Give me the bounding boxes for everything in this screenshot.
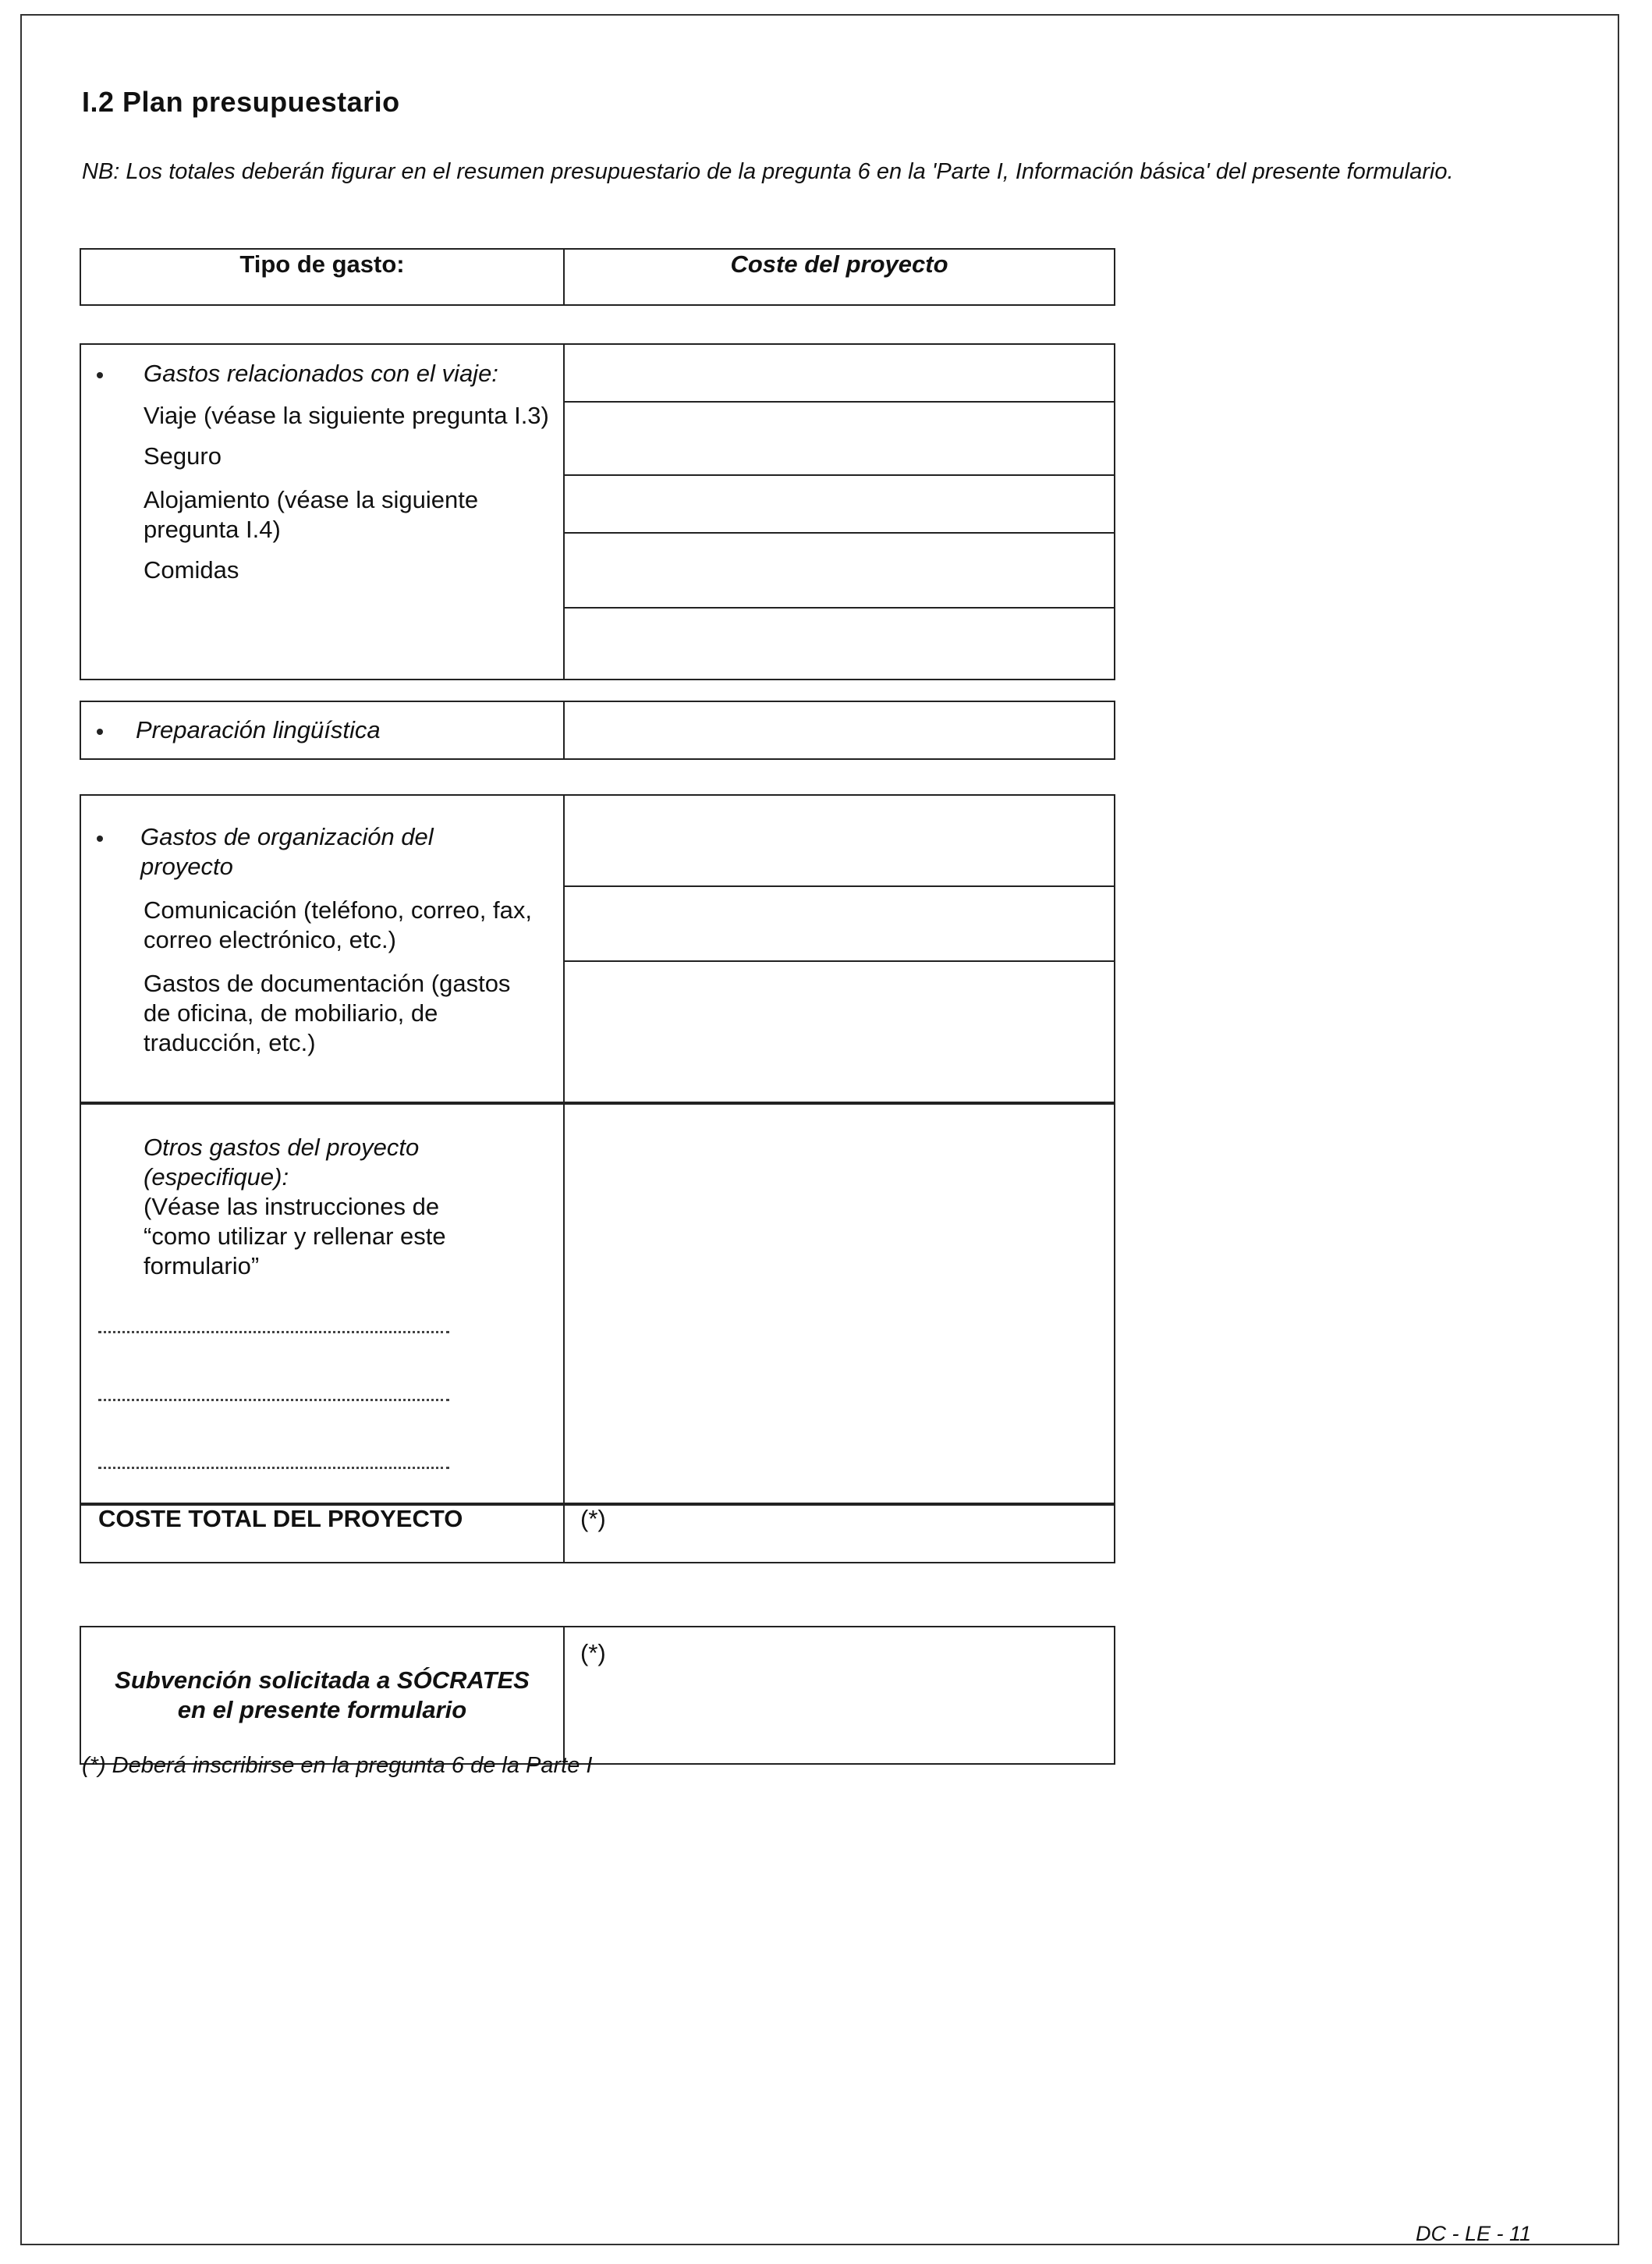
travel-labels — [80, 344, 564, 680]
header-expense-type: Tipo de gasto: — [80, 249, 564, 305]
cost-cell-trip[interactable] — [565, 403, 1114, 476]
travel-item: Alojamiento (véase la siguiente pregunta I.4) — [144, 486, 479, 543]
subsidy-value[interactable]: (*) — [564, 1627, 1115, 1764]
organization-table — [80, 794, 1115, 1103]
total-label: COSTE TOTAL DEL PROYECTO — [80, 1503, 564, 1563]
header-table — [80, 248, 1115, 306]
other-costs-heading: Otros gastos del proyecto (especifique): — [144, 1134, 420, 1191]
cost-cell-documentation[interactable] — [565, 962, 1114, 1102]
subsidy-table — [80, 1626, 1115, 1765]
language-heading: Preparación lingüística — [81, 715, 563, 745]
language-table — [80, 701, 1115, 760]
organization-heading: Gastos de organización del proyecto — [81, 822, 499, 882]
specify-line-3[interactable] — [98, 1432, 449, 1469]
cost-cell-meals[interactable] — [565, 609, 1114, 679]
cost-cell-accommodation[interactable] — [565, 534, 1114, 609]
cost-cell-communication[interactable] — [565, 887, 1114, 962]
organization-cost-cells — [564, 795, 1115, 1102]
language-label-cell — [80, 701, 564, 759]
other-costs-instructions: (Véase las instrucciones de “como utilizar y rellenar este formulario” — [144, 1193, 446, 1279]
specify-line-2[interactable] — [98, 1364, 449, 1401]
other-costs-table — [80, 1103, 1115, 1506]
instruction-note: NB: Los totales deberán figurar en el resumen presupuestario de la pregunta 6 en la 'Parte I, Información básica' del presente formulario. — [82, 159, 1454, 184]
travel-item: Comidas — [144, 556, 239, 584]
travel-table — [80, 343, 1115, 680]
travel-heading: Gastos relacionados con el viaje: — [81, 359, 555, 389]
organization-item: Gastos de documentación (gastos de oficina, de mobiliario, de traducción, etc.) — [144, 970, 511, 1056]
header-project-cost: Coste del proyecto — [564, 249, 1115, 305]
total-value[interactable]: (*) — [564, 1503, 1115, 1563]
cost-cell-language[interactable] — [564, 701, 1115, 759]
page-code: DC - LE - 11 — [1416, 2222, 1532, 2245]
travel-item: Viaje (véase la siguiente pregunta I.3) — [144, 402, 549, 429]
footnote: (*) Deberá inscribirse en la pregunta 6 de la Parte I — [82, 1753, 593, 1778]
section-title: I.2 Plan presupuestario — [82, 86, 400, 118]
cost-cell-travel-heading[interactable] — [565, 345, 1114, 403]
cost-cell-other[interactable] — [564, 1104, 1115, 1505]
total-table — [80, 1503, 1115, 1563]
cost-cell-organization-heading[interactable] — [565, 796, 1114, 887]
specify-line-1[interactable] — [98, 1297, 449, 1333]
travel-cost-cells — [564, 344, 1115, 680]
organization-item: Comunicación (teléfono, correo, fax, correo electrónico, etc.) — [144, 896, 532, 953]
other-costs-labels — [80, 1104, 564, 1505]
subsidy-label: Subvención solicitada a SÓCRATES en el presente formulario — [80, 1627, 564, 1764]
travel-item: Seguro — [144, 442, 222, 470]
organization-labels — [80, 795, 564, 1102]
cost-cell-insurance[interactable] — [565, 476, 1114, 534]
